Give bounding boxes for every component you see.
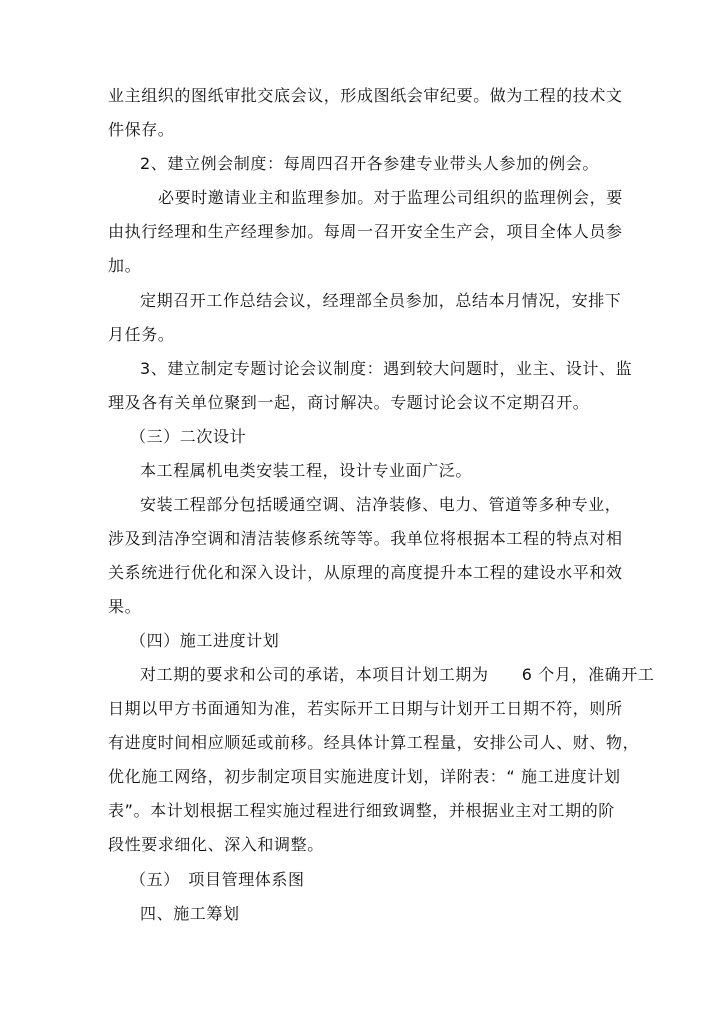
section-heading: （三）二次设计 bbox=[130, 427, 247, 446]
text-line: 优化施工网络，初步制定项目实施进度计划，详附表：“ 施工进度计划 bbox=[108, 767, 621, 786]
text-line: 加。 bbox=[108, 256, 142, 275]
text-line: 有进度时间相应顺延或前移。经具体计算工程量，安排公司人、财、物， bbox=[108, 733, 640, 752]
section-heading: （四）施工进度计划 bbox=[130, 631, 280, 650]
text-line: 月任务。 bbox=[108, 325, 175, 344]
text-line: 3、建立制定专题讨论会议制度：遇到较大问题时，业主、设计、监 bbox=[140, 359, 633, 378]
text-line: 段性要求细化、深入和调整。 bbox=[108, 835, 324, 854]
text-line: 本工程属机电类安装工程，设计专业面广泛。 bbox=[140, 461, 473, 480]
text-line: 日期以甲方书面通知为准，若实际开工日期与计划开工日期不符，则所 bbox=[108, 699, 623, 718]
text-line: 定期召开工作总结会议，经理部全员参加，总结本月情况，安排下 bbox=[140, 291, 622, 310]
text-line: 涉及到洁净空调和清洁装修系统等等。我单位将根据本工程的特点对相 bbox=[108, 529, 623, 548]
text-line: 表”。本计划根据工程实施过程进行细致调整，并根据业主对工期的阶 bbox=[108, 801, 615, 820]
text-line: 理及各有关单位聚到一起，商讨解决。专题讨论会议不定期召开。 bbox=[108, 393, 590, 412]
text-line: 果。 bbox=[108, 597, 142, 616]
text-line: 2、建立例会制度：每周四召开各参建专业带头人参加的例会。 bbox=[140, 154, 599, 173]
text-line: 件保存。 bbox=[108, 120, 175, 139]
chapter-heading: 四、施工筹划 bbox=[140, 904, 240, 923]
text-line: 必要时邀请业主和监理参加。对于监理公司组织的监理例会，要 bbox=[158, 188, 623, 207]
text-line: 由执行经理和生产经理参加。每周一召开安全生产会，项目全体人员参 bbox=[108, 222, 623, 241]
text-line: 安装工程部分包括暖通空调、洁净装修、电力、管道等多种专业， bbox=[140, 495, 622, 514]
text-line: 关系统进行优化和深入设计，从原理的高度提升本工程的建设水平和效 bbox=[108, 563, 623, 582]
section-heading: （五） 项目管理体系图 bbox=[130, 870, 305, 889]
text-line: 对工期的要求和公司的承诺，本项目计划工期为 6 个月，准确开工 bbox=[140, 665, 655, 684]
text-line: 业主组织的图纸审批交底会议，形成图纸会审纪要。做为工程的技术文 bbox=[108, 86, 623, 105]
